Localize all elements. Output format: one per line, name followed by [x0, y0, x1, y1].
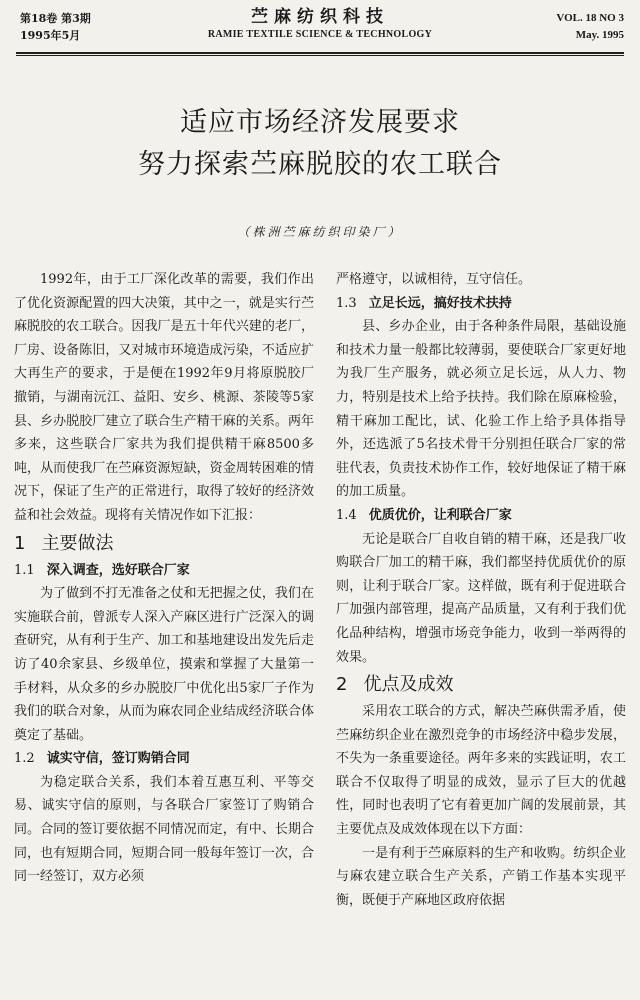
volume-issue: 第18卷 第3期	[20, 12, 91, 25]
issue-date-en: May. 1995	[575, 29, 624, 41]
subsection-title: 诚实守信，签订购销合同	[46, 751, 190, 767]
section-title: 优点及成效	[363, 674, 454, 696]
issue-info-en	[556, 10, 624, 44]
volume-issue-en: VOL. 18 NO 3	[556, 12, 624, 24]
subsection-1-2-heading	[14, 747, 314, 771]
journal-name	[160, 6, 480, 42]
subsection-1-3-heading	[336, 292, 626, 316]
running-header	[0, 0, 640, 56]
subsection-number: 1.1	[14, 562, 35, 578]
article-title	[0, 102, 640, 186]
left-column	[14, 268, 314, 889]
subsection-1-4-paragraph: 无论是联合厂自收自销的精干麻，还是我厂收购联合厂加工的精干麻，我们都坚持优质优价的原则，让利于联合厂家。这样做，既有利于促进联合厂加强内部管理，提高产品质量，又有利于我们优化品种结构，增强市场竞争能力，收到一举两得的效果。	[336, 531, 626, 665]
subsection-1-1-heading	[14, 559, 314, 583]
subsection-title: 深入调查，选好联合厂家	[46, 562, 190, 578]
subsection-number: 1.2	[14, 751, 35, 767]
right-column	[336, 268, 626, 912]
title-line-1: 适应市场经济发展要求	[180, 107, 460, 138]
subsection-number: 1.3	[336, 295, 357, 311]
subsection-1-1-paragraph: 为了做到不打无准备之仗和无把握之仗，我们在实施联合前，曾派专人深入产麻区进行广泛深入的调查研究，从有利于生产、加工和基地建设出发先后走访了40余家县、乡级单位，摸索和掌握了大量第一手材料，从众多的乡办脱胶厂中优化出5家厂子作为我们的联合对象，从而为麻农同企业结成经济联合体奠定了基础。	[14, 586, 314, 743]
subsection-title: 立足长远，搞好技术扶持	[368, 295, 512, 311]
section-title: 主要做法	[41, 532, 114, 554]
subsection-1-2-continued: 严格遵守，以诚相待，互守信任。	[336, 272, 532, 287]
journal-name-cn: 苎麻纺织科技	[251, 7, 389, 27]
subsection-1-3-paragraph: 县、乡办企业，由于各种条件局限，基础设施和技术力量一般都比较薄弱，要使联合厂家更好地为我厂生产服务，就必须立足长远，从人力、物力，特别是技术上给予扶持。我们除在原麻检验，精干麻加工配比，试、化验工作上给予具体指导外，还选派了5名技术骨干分别担任联合厂家的常驻代表，负责技术协作工作，较好地保证了精干麻的加工质量。	[336, 319, 626, 500]
section-number: 1	[14, 532, 26, 554]
section-number: 2	[336, 674, 348, 696]
header-rule-thin	[16, 55, 624, 56]
section-2-item-1: 一是有利于苎麻原料的生产和收购。纺织企业与麻农建立联合生产关系，产销工作基本实现平衡，既便于产麻地区政府依据	[336, 845, 626, 908]
header-rule	[16, 52, 624, 54]
subsection-number: 1.4	[336, 507, 357, 523]
section-2-heading	[336, 670, 626, 700]
affiliation: （株洲苎麻纺织印染厂）	[237, 225, 403, 239]
subsection-1-2-paragraph: 为稳定联合关系，我们本着互惠互利、平等交易、诚实守信的原则，与各联合厂家签订了购销合同。合同的签订要依据不同情况而定，有中、长期合同，也有短期合同，短期合同一般每年签订一次，合同一经签订，双方必须	[14, 774, 314, 885]
section-2-paragraph: 采用农工联合的方式，解决苎麻供需矛盾，使苎麻纺织企业在激烈竞争的市场经济中稳步发展，不失为一条重要途径。两年多来的实践证明，农工联合不仅取得了明显的成效，显示了巨大的优越性，同时也表明了它有着更加广阔的发展前景，其主要优点及成效体现在以下方面：	[336, 704, 626, 838]
journal-name-en: RAMIE TEXTILE SCIENCE & TECHNOLOGY	[207, 29, 433, 40]
issue-date: 1995年5月	[20, 29, 81, 42]
title-line-2: 努力探索苎麻脱胶的农工联合	[138, 149, 502, 180]
issue-info	[20, 10, 91, 44]
section-1-heading	[14, 529, 314, 559]
subsection-1-4-heading	[336, 504, 626, 528]
intro-paragraph: 1992年，由于工厂深化改革的需要，我们作出了优化资源配置的四大决策，其中之一，就是实行苎麻脱胶的农工联合。因我厂是五十年代兴建的老厂，厂房、设备陈旧，又对城市环境造成污染，不适应扩大再生产的要求，于是便在1992年9月将原脱胶厂撤销，与湖南沅江、益阳、安乡、桃源、茶陵等5家县、乡办脱胶厂建立了联合生产精干麻的关系。两年多来，这些联合厂家共为我们提供精干麻8500多吨，从而使我厂在苎麻资源短缺，资金周转困难的情况下，保证了生产的正常进行，取得了较好的经济效益和社会效益。现将有关情况作如下汇报：	[14, 272, 314, 523]
subsection-title: 优质优价，让利联合厂家	[368, 507, 512, 523]
